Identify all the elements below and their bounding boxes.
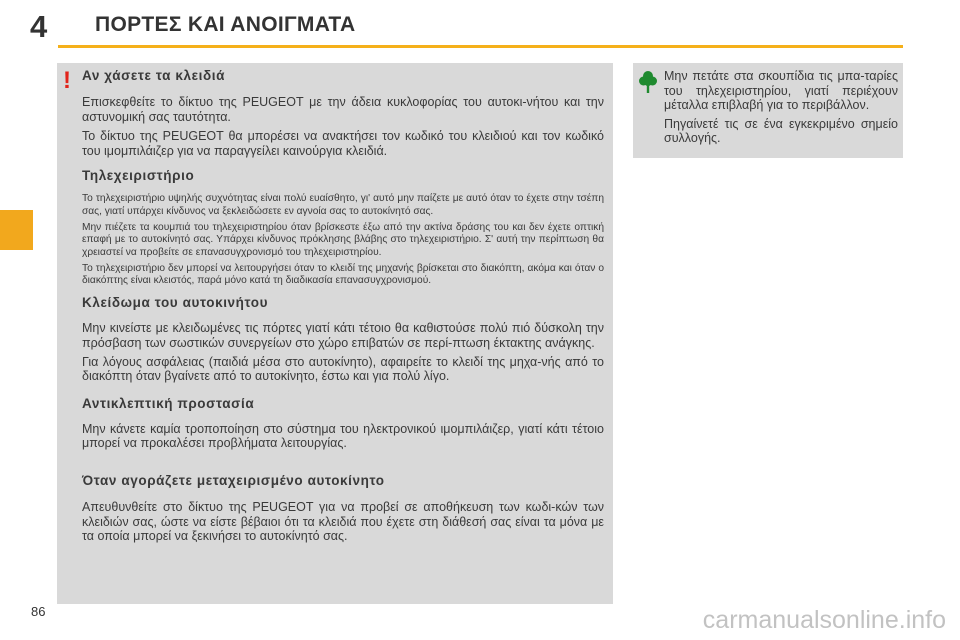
lost-keys-heading: Αν χάσετε τα κλειδιά [82,68,226,83]
lost-keys-text-1: Επισκεφθείτε το δίκτυο της PEUGEOT με την άδεια κυκλοφορίας του αυτοκι-νήτου και την αστυνομική σας ταυτότητα. [82,95,604,124]
remote-text-3: Το τηλεχειριστήριο δεν μπορεί να λειτουργήσει όταν το κλειδί της μηχανής βρίσκεται στο διακόπτη, ακόμα και όταν ο διακόπτης είναι κλειστός, παρά μόνο κατά τη διαδικασία επανασυγχρονισμού. [82,262,604,287]
chapter-title: ΠΟΡΤΕΣ ΚΑΙ ΑΝΟΙΓΜΑΤΑ [95,13,356,36]
remote-heading: Τηλεχειριστήριο [82,168,195,184]
locking-heading: Κλείδωμα του αυτοκινήτου [82,295,269,311]
page-number: 86 [31,604,46,619]
lost-keys-text-2: Το δίκτυο της PEUGEOT θα μπορέσει να ανακτήσει τον κωδικό του κλειδιού και τον κωδικό του ιμομπιλάιζερ για να παραγγείλει καινούργια κλειδιά. [82,129,604,158]
eco-note-text-2: Πηγαίνετέ τις σε ένα εγκεκριμένο σημείο συλλογής. [664,116,898,146]
watermark: carmanualsonline.info [702,606,946,634]
header-rule [58,45,903,48]
warning-icon: ! [63,67,71,94]
antitheft-text: Μην κάνετε καμία τροποποίηση στο σύστημα του ηλεκτρονικού ιμομπιλάιζερ, γιατί κάτι τέτοιο μπορεί να προκαλέσει προβλήματα λειτουργίας. [82,421,604,451]
remote-text-2: Μην πιέζετε τα κουμπιά του τηλεχειριστηρίου όταν βρίσκεστε έξω από την ακτίνα δράσης του και δεν έχετε οπτική επαφή με το αυτοκίνητό σας. Υπάρχει κίνδυνος πρόκλησης βλάβης στο τηλεχειριστήριο. Σ' αυτή την περίπτωση θα χρειαστεί να προβείτε σε επανασυγχρονισμό του τηλεχειριστηρίου. [82,221,604,258]
antitheft-heading: Αντικλεπτική προστασία [82,395,255,411]
warning-content [82,68,604,544]
tree-eco-icon [639,70,657,94]
chapter-side-tab [0,210,33,250]
used-car-text: Απευθυνθείτε στο δίκτυο της PEUGEOT για να προβεί σε αποθήκευση των κωδι-κών των κλειδιών σας, ώστε να είστε βέβαιοι ότι τα κλειδιά που έχετε στη διάθεσή σας είναι τα μόνα με τα οποία μπορεί να ξεκινήσει το αυτοκίνητό σας. [82,500,604,544]
eco-note-text-1: Μην πετάτε στα σκουπίδια τις μπα-ταρίες του τηλεχειριστηρίου, γιατί περιέχουν μέταλλα επιβλαβή για το περιβάλλον. [664,69,898,113]
eco-note-text [664,69,898,150]
chapter-number: 4 [30,9,48,44]
locking-text-1: Μην κινείστε με κλειδωμένες τις πόρτες γιατί κάτι τέτοιο θα καθιστούσε πολύ πιό δύσκολη την πρόσβαση των σωστικών συνεργείων στο χώρο επιβατών σε περί-πτωση έκτακτης ανάγκης. [82,321,604,351]
locking-text-2: Για λόγους ασφάλειας (παιδιά μέσα στο αυτοκίνητο), αφαιρείτε το κλειδί της μηχα-νής από το διακόπτη όταν βγαίνετε από το αυτοκίνητο, έστω και για πολύ λίγο. [82,354,604,384]
used-car-heading: Όταν αγοράζετε μεταχειρισμένο αυτοκίνητο [82,473,385,489]
remote-text-1: Το τηλεχειριστήριο υψηλής συχνότητας είναι πολύ ευαίσθητο, γι' αυτό μην παίζετε με αυτό όταν το έχετε στην τσέπη σας, γιατί υπάρχει κίνδυνος να ξεκλειδώσετε εν αγνοία σας το αυτοκίνητό σας. [82,193,604,217]
